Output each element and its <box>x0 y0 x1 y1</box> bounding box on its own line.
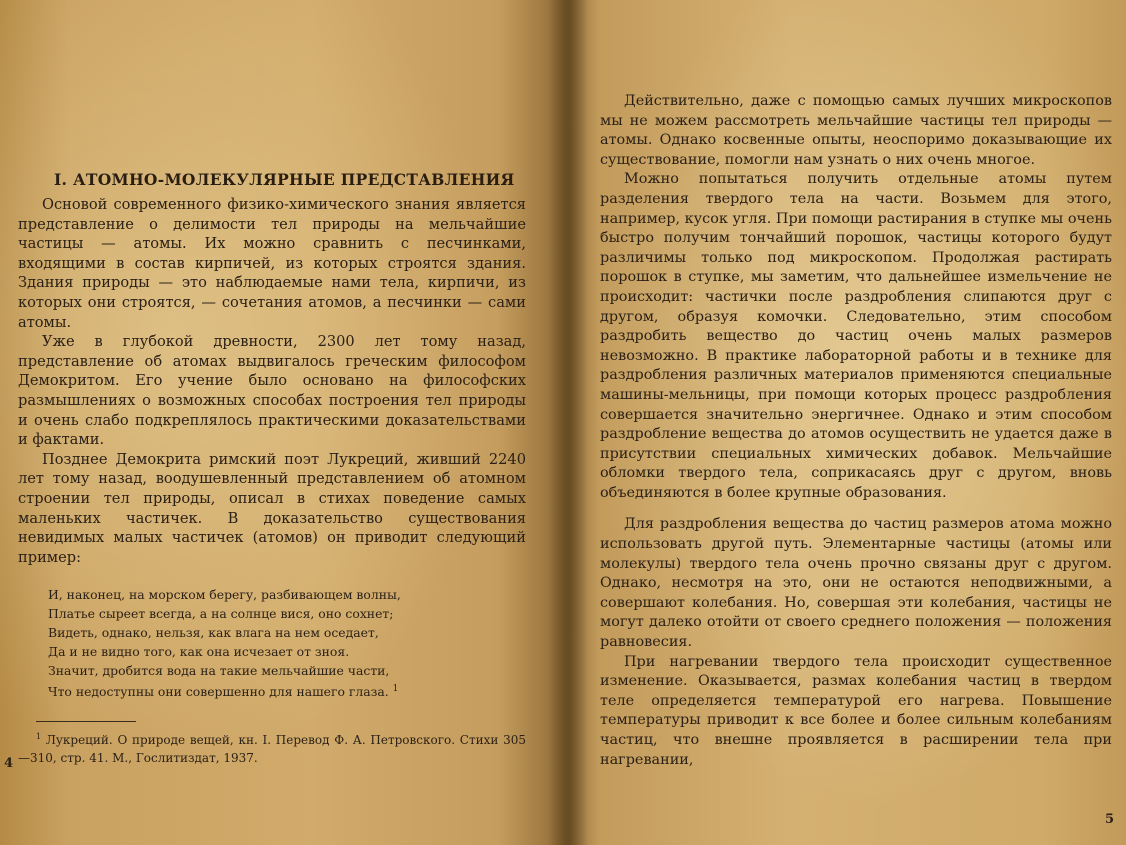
poem-line: И, наконец, на морском берегу, разбивающем волны, <box>48 587 401 603</box>
right-paragraph-1: Действительно, даже с помощью самых лучших микроскопов мы не можем рассмотреть мельчайшие частицы тел природы — атомы. Однако косвенные опыты, неоспоримо доказывающие их существование, помогли нам узнать о них очень многое. <box>600 93 1112 168</box>
left-paragraph-2: Уже в глубокой древности, 2300 лет тому назад, представление об атомах выдвигалось греческим философом Демокритом. Его учение было основано на философских размышлениях о возможных способах построения тел природы и очень слабо подкреплялось практическими доказательствами и фактами. <box>18 333 526 449</box>
page-number-left: 4 <box>4 756 14 771</box>
poem-line: Видеть, однако, нельзя, как влага на нем оседает, <box>48 625 379 641</box>
right-paragraph-2: Можно попытаться получить отдельные атомы путем разделения твердого тела на части. Возьмем для этого, например, кусок угля. При помощи растирания в ступке мы очень быстро получим тончайший порошок, частицы которого будут различимы только под микроскопом. Продолжая растирать порошок в ступке, мы заметим, что дальнейшее измельчение не происходит: частички после раздробления слипаются друг с другом, образуя комочки. Следовательно, этим способом раздробить вещество до частиц очень малых размеров невозможно. В практике лабораторной работы и в технике для раздробления различных материалов применяются специальные машины-мельницы, при помощи которых процесс раздробления совершается значительно энергичнее. Однако и этим способом раздробление вещества до атомов осуществить не удается даже в присутствии специальных химических добавок. Мельчайшие обломки твердого тела, соприкасаясь друг с другом, вновь объединяются в более крупные образования. <box>600 171 1112 501</box>
footnote-text: Лукреций. О природе вещей, кн. I. Перевод Ф. А. Петровского. Стихи 305—310, стр. 41. М., Гослитиздат, 1937. <box>18 733 526 766</box>
chapter-heading: I. АТОМНО-МОЛЕКУЛЯРНЫЕ ПРЕДСТАВЛЕНИЯ <box>54 170 515 189</box>
footnote-divider <box>36 721 136 722</box>
poem-quote <box>48 585 526 701</box>
poem-line-text: Что недоступны они совершенно для нашего глаза. <box>48 684 389 700</box>
left-paragraph-1: Основой современного физико-химического знания является представление о делимости тел природы на мельчайшие частицы — атомы. Их можно сравнить с песчинками, входящими в состав кирпичей, из которых строятся здания. Здания природы — это наблюдаемые нами тела, кирпичи, из которых они строятся, — сочетания атомов, а песчинки — сами атомы. <box>18 196 526 331</box>
footnote <box>18 728 526 767</box>
right-paragraph-4: При нагревании твердого тела происходит существенное изменение. Оказывается, размах колебания частиц в твердом теле определяется температурой его нагрева. Повышение температуры приводит к все более и более сильным колебаниям частиц, что внешне проявляется в расширении тела при нагревании, <box>600 653 1112 768</box>
poem-line: Значит, дробится вода на такие мельчайшие части, <box>48 663 390 679</box>
right-paragraph-3: Для раздробления вещества до частиц размеров атома можно использовать другой путь. Элементарные частицы (атомы или молекулы) твердого тела очень прочно связаны друг с другом. Однако, несмотря на это, они не остаются неподвижными, а совершают колебания. Но, совершая эти колебания, частицы не могут далеко отойти от своего среднего положения — положения равновесия. <box>600 516 1112 651</box>
poem-line-last <box>48 680 526 701</box>
poem-line: Платье сыреет всегда, а на солнце вися, оно сохнет; <box>48 606 394 622</box>
poem-footnote-mark: 1 <box>392 684 399 695</box>
left-paragraph-3: Позднее Демокрита римский поэт Лукреций, живший 2240 лет тому назад, воодушевленный представлением об атомном строении тел природы, описал в стихах поведение самых маленьких частичек. В доказательство существования невидимых малых частичек (атомов) он приводит следующий пример: <box>18 450 526 566</box>
page-number-right: 5 <box>1104 812 1114 827</box>
right-page <box>566 0 1126 845</box>
poem-line: Да и не видно того, как она исчезает от зноя. <box>48 644 350 660</box>
footnote-mark: 1 <box>36 732 42 742</box>
